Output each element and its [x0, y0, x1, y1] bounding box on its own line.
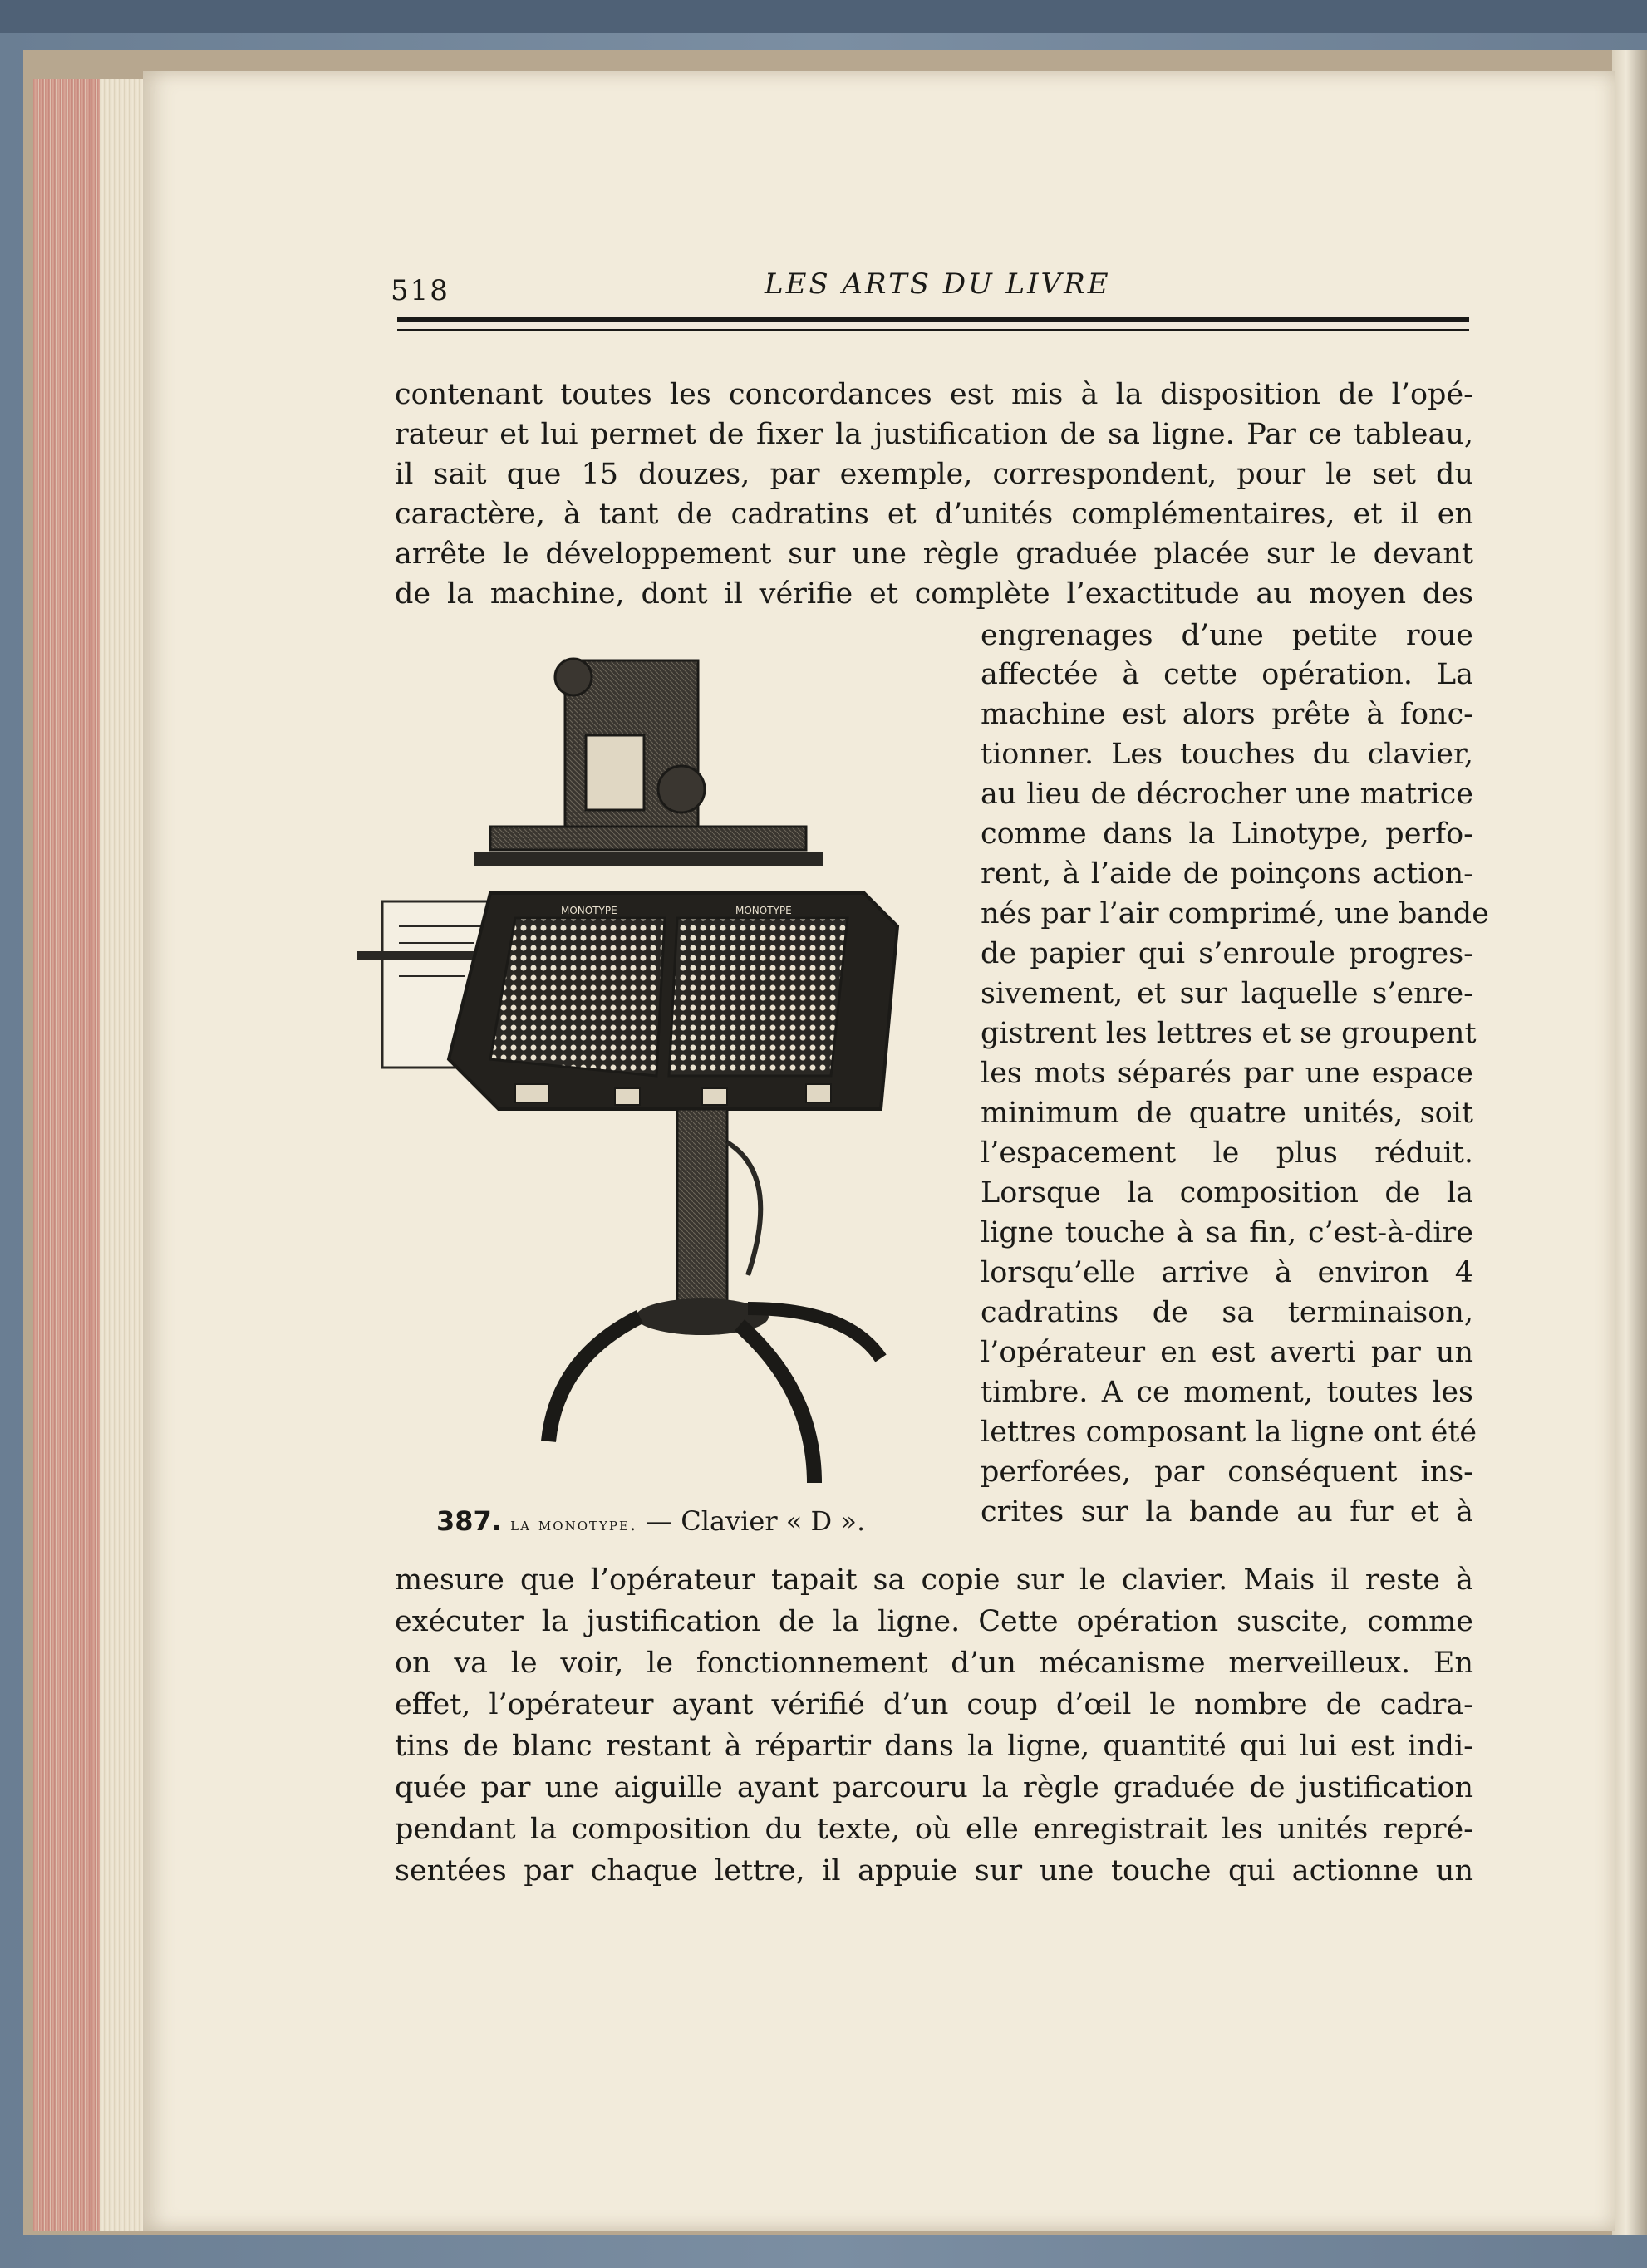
- text-line: de la machine, dont il vérifie et complète l’exactitude au moyen des: [395, 577, 1473, 611]
- text-line: sivement, et sur laquelle s’enre-: [981, 977, 1473, 1010]
- paper-tower-bar: [490, 827, 806, 850]
- text-line: comme dans la Linotype, perfo-: [981, 817, 1473, 851]
- text-line: lettres composant la ligne ont été: [981, 1416, 1477, 1449]
- keyboard-label-left: MONOTYPE: [561, 905, 617, 916]
- figure-caption-rest: — Clavier « D ».: [646, 1505, 866, 1537]
- text-line: rateur et lui permet de fixer la justification de sa ligne. Par ce tableau,: [395, 418, 1473, 451]
- text-line: au lieu de décrocher une matrice: [981, 778, 1473, 811]
- text-line: rent, à l’aide de poinçons action-: [981, 857, 1473, 891]
- text-line: timbre. A ce moment, toutes les: [981, 1376, 1473, 1409]
- text-line: tins de blanc restant à répartir dans la ligne, quantité qui lui est indi-: [395, 1730, 1473, 1763]
- text-line: arrête le développement sur une règle graduée placée sur le devant: [395, 538, 1473, 571]
- text-line: caractère, à tant de cadratins et d’unités complémentaires, et il en: [395, 498, 1473, 531]
- keyboard-left-keys: [490, 918, 665, 1076]
- header-rule-thick: [397, 317, 1469, 322]
- text-line: l’espacement le plus réduit.: [981, 1136, 1473, 1170]
- text-line: les mots séparés par une espace: [981, 1057, 1473, 1090]
- text-line: sentées par chaque lettre, il appuie sur une touche qui actionne un: [395, 1854, 1473, 1888]
- text-line: nés par l’air comprimé, une bande: [981, 897, 1489, 930]
- pedestal-leg: [548, 1317, 640, 1441]
- text-line: mesure que l’opérateur tapait sa copie sur le clavier. Mais il reste à: [395, 1564, 1473, 1597]
- text-line: exécuter la justification de la ligne. Cette opération suscite, comme: [395, 1605, 1473, 1638]
- text-line: effet, l’opérateur ayant vérifié d’un coup d’œil le nombre de cadra-: [395, 1688, 1473, 1721]
- text-line: l’opérateur en est averti par un: [981, 1336, 1473, 1369]
- keyboard-label-right: MONOTYPE: [735, 905, 792, 916]
- text-line: minimum de quatre unités, soit: [981, 1097, 1473, 1130]
- text-line: quée par une aiguille ayant parcouru la règle graduée de justification: [395, 1771, 1473, 1804]
- page-edges-light: [100, 79, 150, 2231]
- book-cover-edge: [0, 0, 1647, 33]
- figure-title: la monotype.: [510, 1514, 637, 1535]
- text-line: pendant la composition du texte, où elle enregistrait les unités repré-: [395, 1813, 1473, 1846]
- pedestal-column: [677, 1109, 727, 1308]
- text-line: lorsqu’elle arrive à environ 4: [981, 1256, 1473, 1289]
- text-line: il sait que 15 douzes, par exemple, correspondent, pour le set du: [395, 458, 1473, 491]
- header-rule-thin: [397, 329, 1469, 331]
- text-line: gistrent les lettres et se groupent: [981, 1017, 1477, 1050]
- text-line: engrenages d’une petite roue: [981, 619, 1473, 652]
- text-line: perforées, par conséquent ins-: [981, 1456, 1473, 1489]
- figure-number: 387.: [436, 1505, 502, 1537]
- pedestal-leg: [740, 1325, 814, 1483]
- monotype-keyboard-illustration: [349, 644, 922, 1491]
- figure-caption: [436, 1505, 865, 1537]
- text-line: affectée à cette opération. La: [981, 658, 1473, 691]
- text-line: Lorsque la composition de la: [981, 1176, 1473, 1210]
- text-line: tionner. Les touches du clavier,: [981, 738, 1473, 771]
- text-line: cadratins de sa terminaison,: [981, 1296, 1473, 1329]
- text-line: machine est alors prête à fonc-: [981, 698, 1473, 731]
- text-line: crites sur la bande au fur et à: [981, 1495, 1473, 1529]
- page-number: 518: [391, 274, 450, 307]
- running-title: LES ARTS DU LIVRE: [765, 268, 1111, 301]
- text-line: on va le voir, le fonctionnement d’un mécanisme merveilleux. En: [395, 1647, 1473, 1680]
- page-edge-right: [1612, 50, 1647, 2235]
- keyboard-right-keys: [669, 918, 848, 1076]
- text-line: ligne touche à sa fin, c’est-à-dire: [981, 1216, 1473, 1249]
- text-line: de papier qui s’enroule progres-: [981, 937, 1473, 970]
- text-line: contenant toutes les concordances est mis à la disposition de l’opé-: [395, 378, 1473, 411]
